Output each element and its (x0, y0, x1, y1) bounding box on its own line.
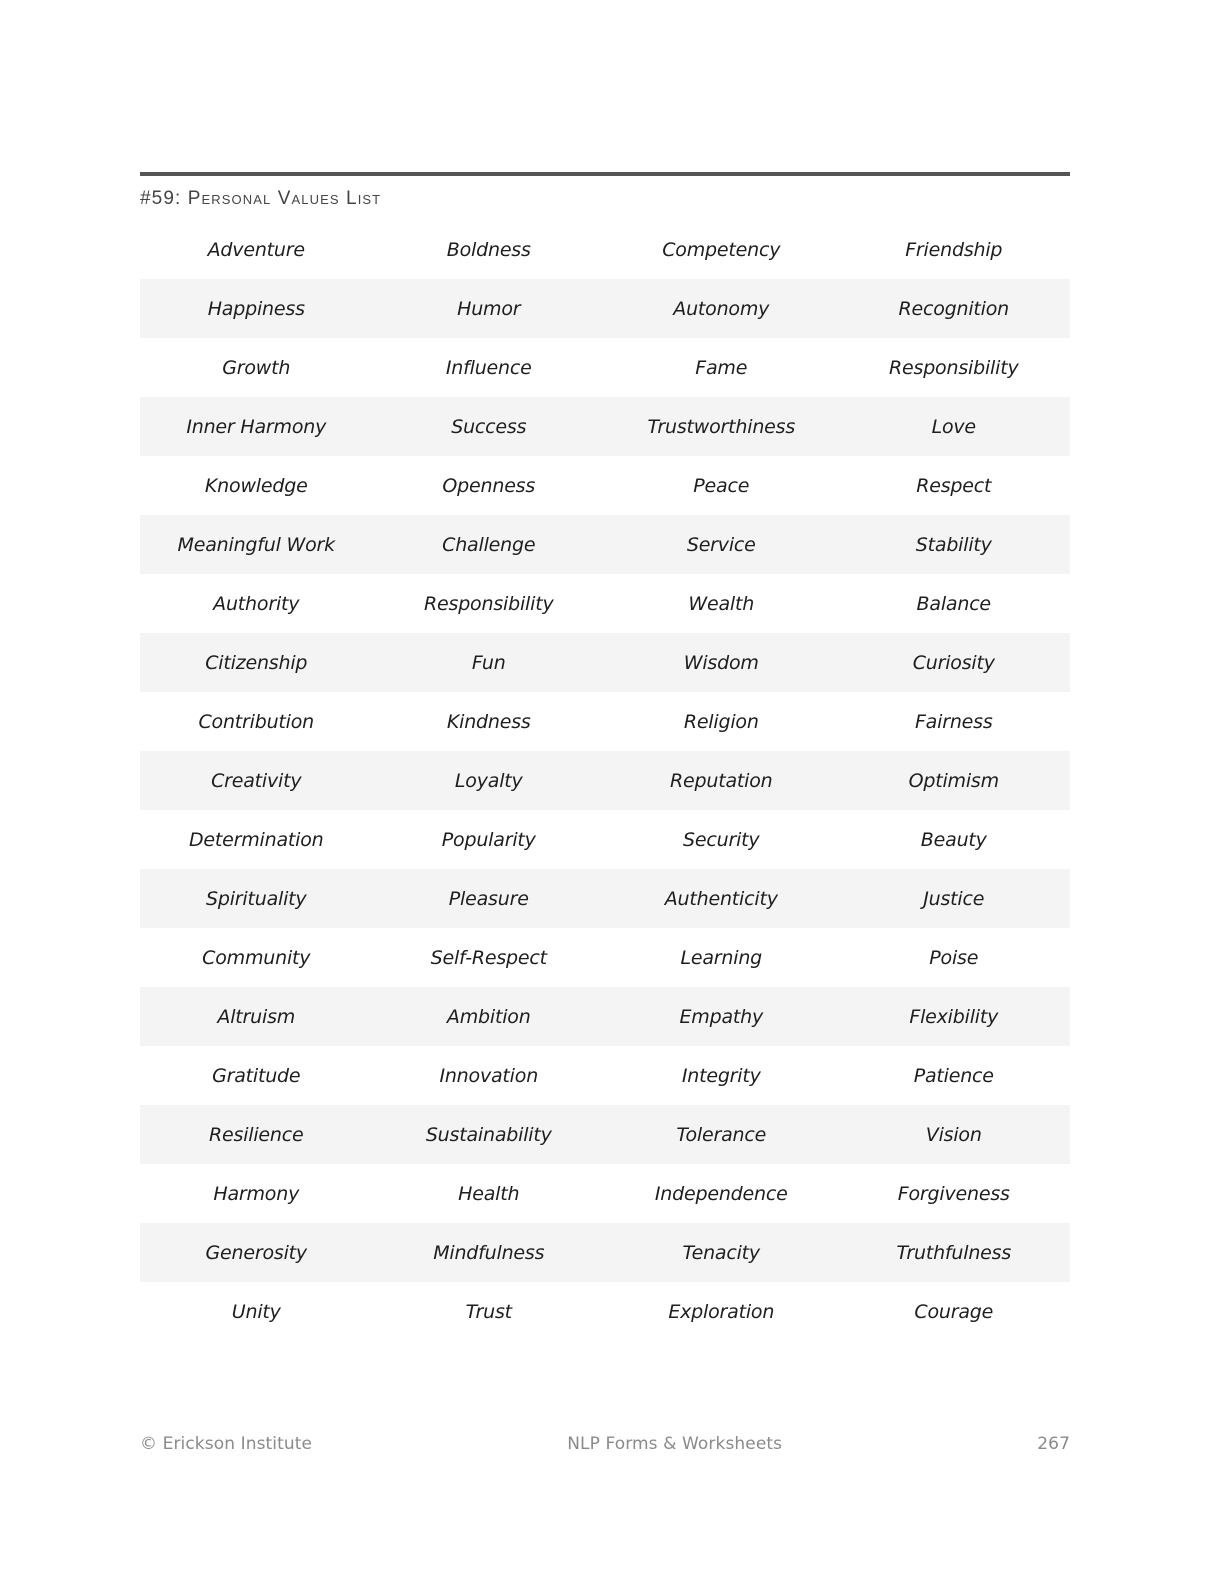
value-cell: Humor (457, 297, 521, 320)
table-row (140, 1046, 1070, 1105)
table-row (140, 928, 1070, 987)
value-cell: Vision (925, 1123, 982, 1146)
value-cell: Contribution (198, 710, 315, 733)
value-cell: Ambition (446, 1005, 531, 1028)
value-cell: Adventure (207, 238, 305, 261)
value-cell: Fame (695, 356, 748, 379)
value-cell: Health (458, 1182, 520, 1205)
values-table-body (140, 220, 1070, 1341)
value-cell: Mindfulness (433, 1241, 545, 1264)
value-cell: Citizenship (205, 651, 308, 674)
table-row (140, 1282, 1070, 1341)
table-row (140, 397, 1070, 456)
value-cell: Loyalty (454, 769, 523, 792)
value-cell: Independence (654, 1182, 788, 1205)
value-cell: Patience (913, 1064, 994, 1087)
table-row (140, 515, 1070, 574)
value-cell: Security (683, 828, 760, 851)
value-cell: Determination (188, 828, 324, 851)
value-cell: Gratitude (212, 1064, 301, 1087)
page-footer (140, 1434, 1070, 1454)
value-cell: Unity (231, 1300, 281, 1323)
value-cell: Resilience (209, 1123, 304, 1146)
value-cell: Success (451, 415, 527, 438)
value-cell: Altruism (217, 1005, 296, 1028)
table-row (140, 1223, 1070, 1282)
value-cell: Empathy (679, 1005, 764, 1028)
value-cell: Generosity (205, 1241, 307, 1264)
value-cell: Flexibility (909, 1005, 999, 1028)
table-row (140, 220, 1070, 279)
table-row (140, 987, 1070, 1046)
header-rule (140, 172, 1070, 176)
table-row (140, 574, 1070, 633)
table-row (140, 456, 1070, 515)
table-row (140, 810, 1070, 869)
value-cell: Knowledge (204, 474, 308, 497)
footer-title: NLP Forms & Worksheets (567, 1434, 783, 1454)
table-row (140, 338, 1070, 397)
personal-values-table (140, 220, 1070, 1341)
worksheet-body (140, 172, 1070, 1341)
footer-page-number: 267 (1037, 1434, 1070, 1454)
value-cell: Wisdom (683, 651, 759, 674)
value-cell: Optimism (908, 769, 999, 792)
value-cell: Recognition (898, 297, 1010, 320)
table-row (140, 1105, 1070, 1164)
table-row (140, 1164, 1070, 1223)
value-cell: Courage (914, 1300, 994, 1323)
value-cell: Creativity (211, 769, 302, 792)
value-cell: Fun (471, 651, 506, 674)
value-cell: Autonomy (673, 297, 770, 320)
table-row (140, 279, 1070, 338)
value-cell: Learning (680, 946, 763, 969)
value-cell: Trustworthiness (647, 415, 796, 438)
value-cell: Reputation (670, 769, 773, 792)
value-cell: Tolerance (676, 1123, 767, 1146)
value-cell: Harmony (213, 1182, 300, 1205)
value-cell: Challenge (442, 533, 536, 556)
value-cell: Forgiveness (897, 1182, 1010, 1205)
value-cell: Kindness (446, 710, 531, 733)
value-cell: Competency (662, 238, 781, 261)
value-cell: Authenticity (664, 887, 778, 910)
value-cell: Fairness (914, 710, 993, 733)
value-cell: Meaningful Work (177, 533, 335, 556)
value-cell: Beauty (920, 828, 987, 851)
value-cell: Innovation (439, 1064, 539, 1087)
value-cell: Self-Respect (430, 946, 547, 969)
value-cell: Authority (213, 592, 300, 615)
value-cell: Influence (445, 356, 532, 379)
value-cell: Spirituality (206, 887, 307, 910)
value-cell: Truthfulness (896, 1241, 1012, 1264)
value-cell: Responsibility (424, 592, 554, 615)
value-cell: Popularity (441, 828, 536, 851)
value-cell: Balance (916, 592, 991, 615)
footer-copyright: © Erickson Institute (140, 1434, 313, 1454)
value-cell: Openness (442, 474, 536, 497)
value-cell: Curiosity (912, 651, 995, 674)
value-cell: Pleasure (448, 887, 529, 910)
value-cell: Service (686, 533, 756, 556)
value-cell: Integrity (681, 1064, 761, 1087)
table-row (140, 869, 1070, 928)
value-cell: Justice (923, 887, 985, 910)
value-cell: Community (202, 946, 311, 969)
value-cell: Inner Harmony (186, 415, 327, 438)
value-cell: Tenacity (682, 1241, 760, 1264)
value-cell: Trust (465, 1300, 512, 1323)
value-cell: Stability (915, 533, 992, 556)
value-cell: Responsibility (889, 356, 1019, 379)
value-cell: Religion (683, 710, 759, 733)
value-cell: Respect (916, 474, 992, 497)
table-row (140, 692, 1070, 751)
value-cell: Love (931, 415, 976, 438)
value-cell: Growth (222, 356, 291, 379)
value-cell: Sustainability (425, 1123, 552, 1146)
page-title: #59: Personal Values List (140, 188, 382, 209)
value-cell: Exploration (668, 1300, 775, 1323)
value-cell: Friendship (905, 238, 1003, 261)
value-cell: Poise (929, 946, 979, 969)
table-row (140, 751, 1070, 810)
value-cell: Wealth (688, 592, 755, 615)
table-row (140, 633, 1070, 692)
value-cell: Happiness (207, 297, 305, 320)
value-cell: Peace (693, 474, 750, 497)
value-cell: Boldness (446, 238, 531, 261)
